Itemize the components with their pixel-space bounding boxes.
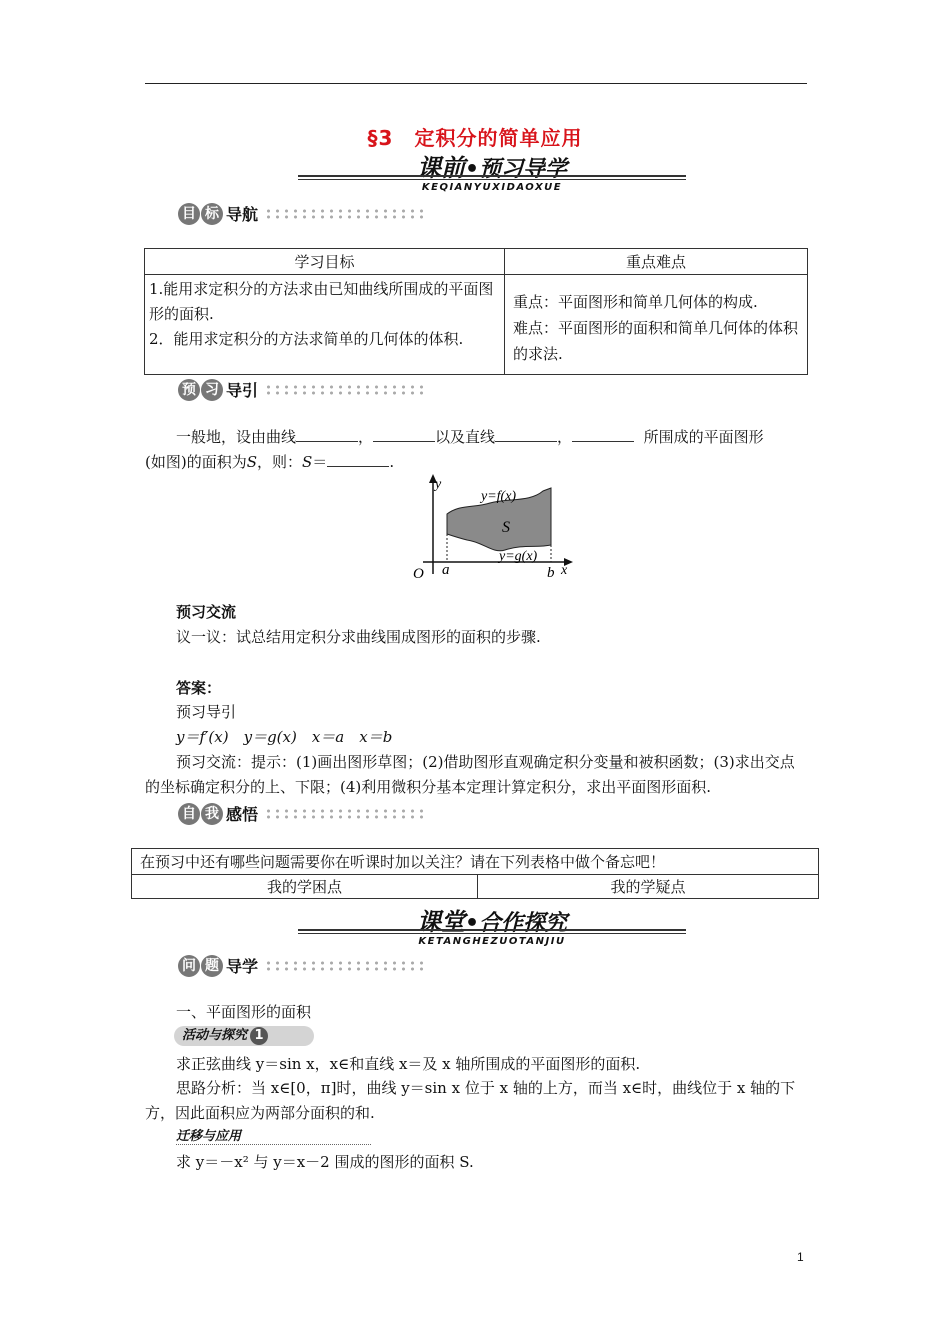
focus-cell [505,275,808,375]
g-label: y=g(x) [499,549,538,564]
memo-left[interactable]: 我的学困点 [132,875,478,899]
section-label: 导航 [226,205,259,224]
page-number: 1 [797,1250,804,1264]
blank [373,427,435,442]
dot-leader [264,384,424,396]
banner-line [298,929,686,931]
part-heading: 一、平面图形的面积 [176,1003,312,1021]
section-badge: 目 [178,203,200,225]
section-badge: 标 [201,203,223,225]
banner-line [298,175,686,177]
a-label: a [442,562,450,578]
b-label: b [547,565,555,581]
preview-line-2: (如图)的面积为S，则：S＝ . [145,453,395,471]
answer-line-2: y＝f′(x) y＝g(x) x＝a x＝b [176,728,393,746]
transfer-heading [176,1125,376,1147]
section-label: 导引 [226,381,259,400]
section-label: 导学 [226,957,259,976]
transfer-text: 求 y＝－x² 与 y＝x－2 围成的图形的面积 S. [176,1153,474,1171]
banner-class [298,902,686,947]
header-rule [145,83,807,84]
section-badge: 自 [178,803,200,825]
focus-item: 重点：平面图形和简单几何体的构成. [513,293,758,311]
goal-item: 2．能用求定积分的方法求简单的几何体的体积. [149,330,464,348]
banner-rest: 合作探究 [479,911,568,936]
banner-dot: • [464,911,480,936]
activity-text: 求正弦曲线 y＝sin x，x∈和直线 x＝及 x 轴所围成的平面图形的面积. [176,1055,641,1073]
section-badge: 问 [178,955,200,977]
area-figure [405,470,585,585]
banner-rest: 预习导学 [479,157,568,182]
section-self [178,802,424,826]
exchange-text: 议一议：试总结用定积分求曲线围成图形的面积的步骤. [176,628,541,646]
section-badge: 习 [201,379,223,401]
origin-label: O [413,566,424,582]
section-badge: 我 [201,803,223,825]
answer-line-1: 预习导引 [176,703,237,721]
answer-line-3: 预习交流：提示：(1)画出图形草图；(2)借助图形直观确定积分变量和被积函数；(3)求出交点的坐标确定积分的上、下限；(4)利用微积分基本定理计算定积分，求出平面图形面积. [145,753,795,796]
banner-main: 课堂 [416,908,465,936]
section-badge: 题 [201,955,223,977]
section-problem [178,954,424,978]
memo-right[interactable]: 我的学疑点 [478,875,819,899]
blank [495,427,557,442]
goal-table [144,248,808,375]
focus-header: 重点难点 [505,249,808,275]
section-label: 感悟 [226,805,259,824]
y-label: y [435,477,442,492]
dot-leader [264,208,424,220]
section-preview [178,378,424,402]
goal-cell [145,275,505,375]
activity-number: 1 [250,1027,268,1045]
banner-dot: • [464,157,480,182]
memo-table [131,848,819,899]
section-badge: 预 [178,379,200,401]
blank [572,427,634,442]
transfer-label: 迁移与应用 [176,1129,242,1144]
activity-pill [174,1026,314,1046]
f-label: y=f(x) [481,489,517,504]
exchange-title: 预习交流 [176,603,237,621]
blank [296,427,358,442]
page-title: §3 定积分的简单应用 [367,126,583,150]
banner-preview [298,148,686,193]
dot-leader [264,808,424,820]
goal-item: 1.能用求定积分的方法求由已知曲线所围成的平面图形的面积. [149,280,494,323]
memo-prompt: 在预习中还有哪些问题需要你在听课时加以关注？请在下列表格中做个备忘吧！ [132,849,819,875]
dot-leader [264,960,424,972]
preview-line-1: 一般地，设由曲线 ， 以及直线 ， 所围成的平面图形 [176,428,764,446]
banner-subtitle: KETANGHEZUOTANJIU [418,936,566,947]
x-label: x [561,563,568,578]
answer-title: 答案： [176,679,222,697]
analysis-text: 思路分析：当 x∈[0，π]时，曲线 y＝sin x 位于 x 轴的上方，而当 x∈时，曲线位于 x 轴的下方，因此面积应为两部分面积的和. [145,1079,796,1122]
section-goal [178,202,424,226]
banner-main: 课前 [416,154,465,182]
focus-item: 难点：平面图形的面积和简单几何体的体积的求法. [513,319,799,363]
banner-line-thin [298,933,686,934]
activity-label: 活动与探究 [182,1028,248,1043]
banner-line-thin [298,179,686,180]
s-label: S [502,519,510,536]
goal-header: 学习目标 [145,249,505,275]
blank [327,452,389,467]
transfer-underline [176,1144,371,1145]
banner-subtitle: KEQIANYUXIDAOXUE [421,182,563,193]
